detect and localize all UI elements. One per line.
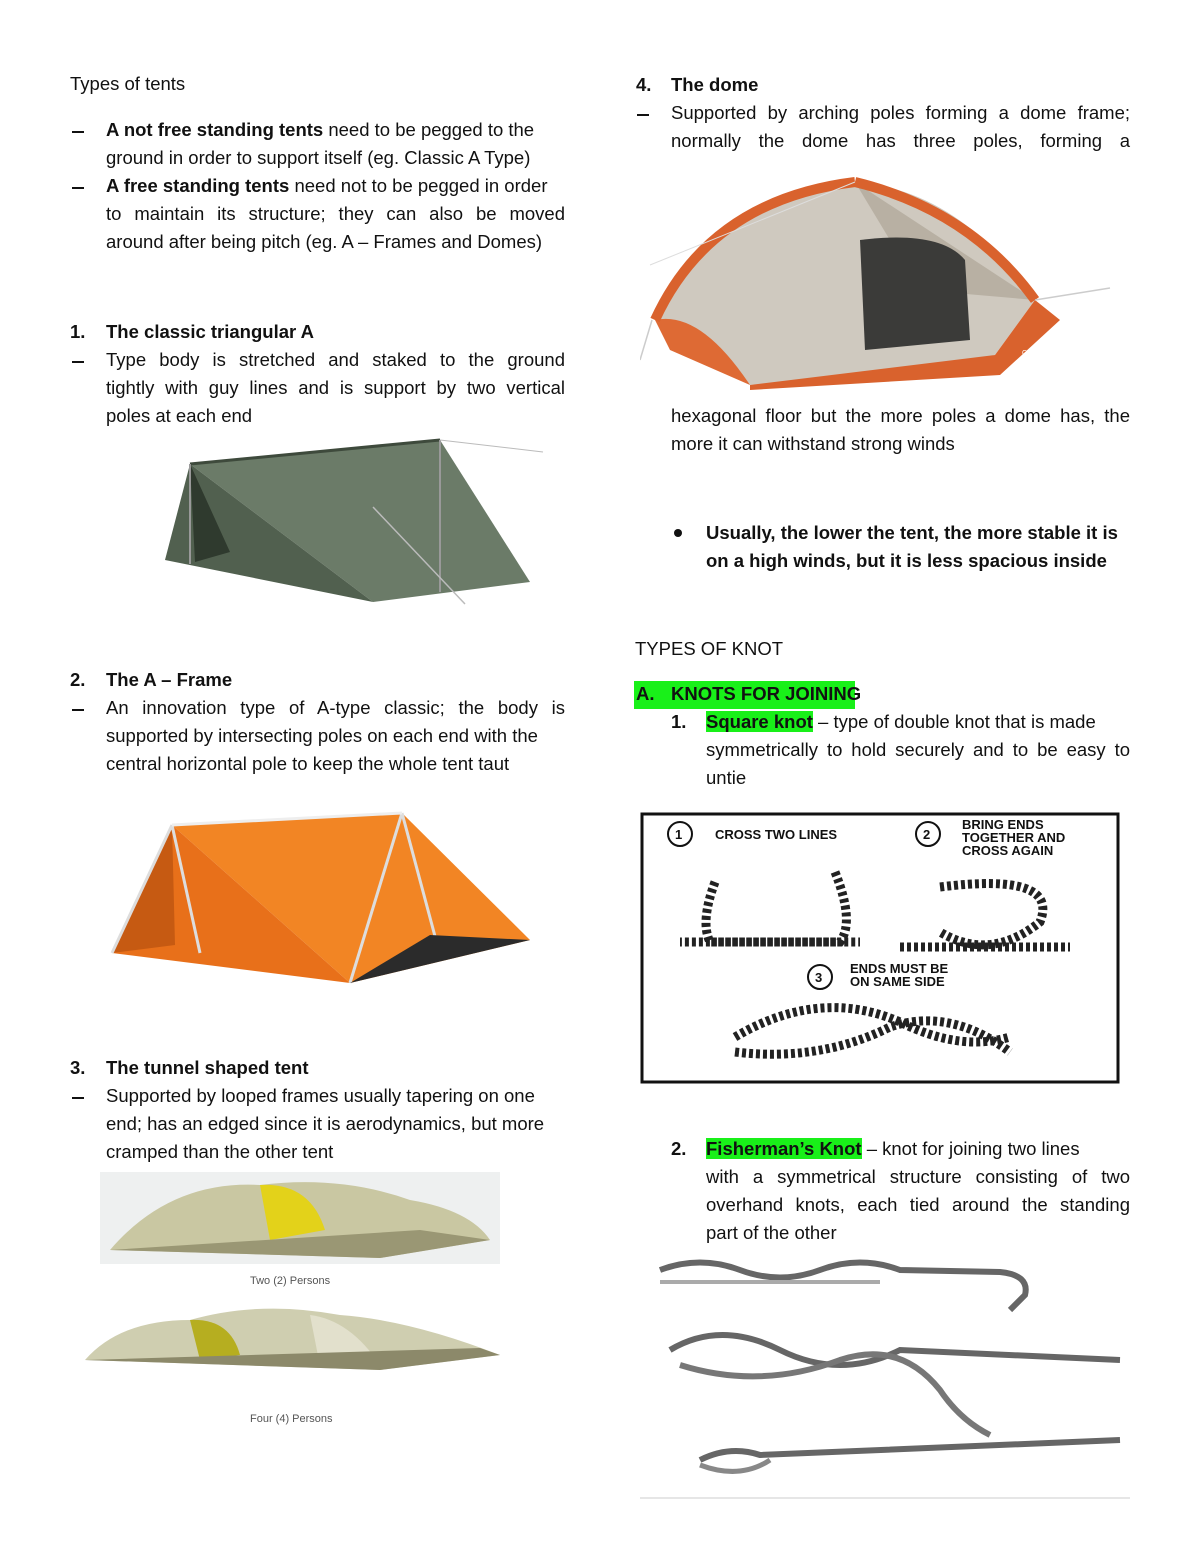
types-of-tents-heading: Types of tents	[70, 73, 186, 94]
section-1-line: Type body is stretched and staked to the ground	[106, 349, 565, 370]
dome-brand: Columbia	[1022, 350, 1052, 357]
square-knot-diagram	[640, 812, 1120, 1084]
stability-note: on a high winds, but it is less spacious inside	[706, 550, 1107, 571]
intro-item-1: A not free standing tents need to be pegged to the	[106, 119, 535, 140]
section-title-tunnel: The tunnel shaped tent	[106, 1057, 309, 1078]
square-knot-line: untie	[706, 767, 747, 788]
intro-item-2: A free standing tents need not to be pegged in order	[106, 175, 548, 196]
dash-bullet	[72, 131, 84, 133]
section-number: 2.	[70, 669, 86, 690]
section-3-line: Supported by looped frames usually tapering on one	[106, 1085, 535, 1106]
fisherman-knot-line: Fisherman’s Knot – knot for joining two lines	[706, 1138, 1080, 1159]
item-number: 1.	[671, 711, 687, 732]
intro-item-2-line3: around after being pitch (eg. A – Frames and Domes)	[106, 231, 543, 252]
section-2-line: An innovation type of A-type classic; the body is	[106, 697, 565, 718]
fishermans-knot-diagram	[640, 1250, 1130, 1502]
section-3-line: end; has an edged since it is aerodynamics, but more	[106, 1113, 545, 1134]
item-number: 2.	[671, 1138, 687, 1159]
dome-line: more it can withstand strong winds	[671, 433, 955, 454]
fisherman-knot-line: overhand knots, each tied around the standing	[706, 1194, 1130, 1215]
fisherman-knot-name: Fisherman’s Knot	[706, 1138, 862, 1159]
dash-bullet	[72, 709, 84, 711]
step-number: 3	[815, 970, 823, 985]
square-knot-name: Square knot	[706, 711, 813, 732]
step-number: 2	[923, 827, 931, 842]
types-of-knot-heading: TYPES OF KNOT	[635, 638, 784, 659]
section-2-line: central horizontal pole to keep the whole tent taut	[106, 753, 510, 774]
square-knot-line: symmetrically to hold securely and to be easy to	[706, 739, 1130, 760]
tunnel-caption: Four (4) Persons	[250, 1413, 333, 1425]
square-knot-line: Square knot – type of double knot that is made	[706, 711, 1096, 732]
section-3-line: cramped than the other tent	[106, 1141, 334, 1162]
dash-bullet	[637, 114, 649, 116]
section-1-line: tightly with guy lines and is support by two vertical	[106, 377, 565, 398]
dome-line: Supported by arching poles forming a dome frame;	[671, 102, 1130, 123]
section-number: 1.	[70, 321, 86, 342]
step-text: ENDS MUST BE	[850, 961, 949, 976]
section-number: 3.	[70, 1057, 86, 1078]
dash-bullet	[72, 187, 84, 189]
classic-a-tent-image	[135, 432, 547, 607]
step-text: CROSS TWO LINES	[715, 827, 838, 842]
section-title-a-frame: The A – Frame	[106, 669, 233, 690]
dome-tent-image	[640, 170, 1115, 395]
fisherman-knot-line: with a symmetrical structure consisting of two	[706, 1166, 1130, 1187]
step-number: 1	[675, 827, 683, 842]
section-2-line: supported by intersecting poles on each end with the	[106, 725, 538, 746]
section-letter: A.	[636, 683, 655, 704]
fisherman-knot-line: part of the other	[706, 1222, 837, 1243]
intro-item-2-line2: to maintain its structure; they can also be moved	[106, 203, 565, 224]
tunnel-tent-image	[80, 1170, 520, 1430]
section-number: 4.	[636, 74, 652, 95]
section-1-line: poles at each end	[106, 405, 253, 426]
intro-item-1-line2: ground in order to support itself (eg. Classic A Type)	[106, 147, 531, 168]
step-text: BRING ENDS	[962, 817, 1044, 832]
step-text: TOGETHER AND	[962, 830, 1066, 845]
tunnel-caption: Two (2) Persons	[250, 1275, 331, 1287]
knots-for-joining-title: KNOTS FOR JOINING	[671, 683, 862, 704]
a-frame-tent-image	[100, 805, 540, 995]
step-text: ON SAME SIDE	[850, 974, 945, 989]
dash-bullet	[72, 361, 84, 363]
stability-note: Usually, the lower the tent, the more stable it is	[706, 522, 1118, 543]
dome-line: hexagonal floor but the more poles a dome has, the	[671, 405, 1130, 426]
bullet-dot	[674, 529, 682, 537]
step-text: CROSS AGAIN	[962, 843, 1054, 858]
section-title-classic-a: The classic triangular A	[106, 321, 315, 342]
dome-line: normally the dome has three poles, forming a	[671, 130, 1130, 151]
section-title-dome: The dome	[671, 74, 759, 95]
dash-bullet	[72, 1097, 84, 1099]
